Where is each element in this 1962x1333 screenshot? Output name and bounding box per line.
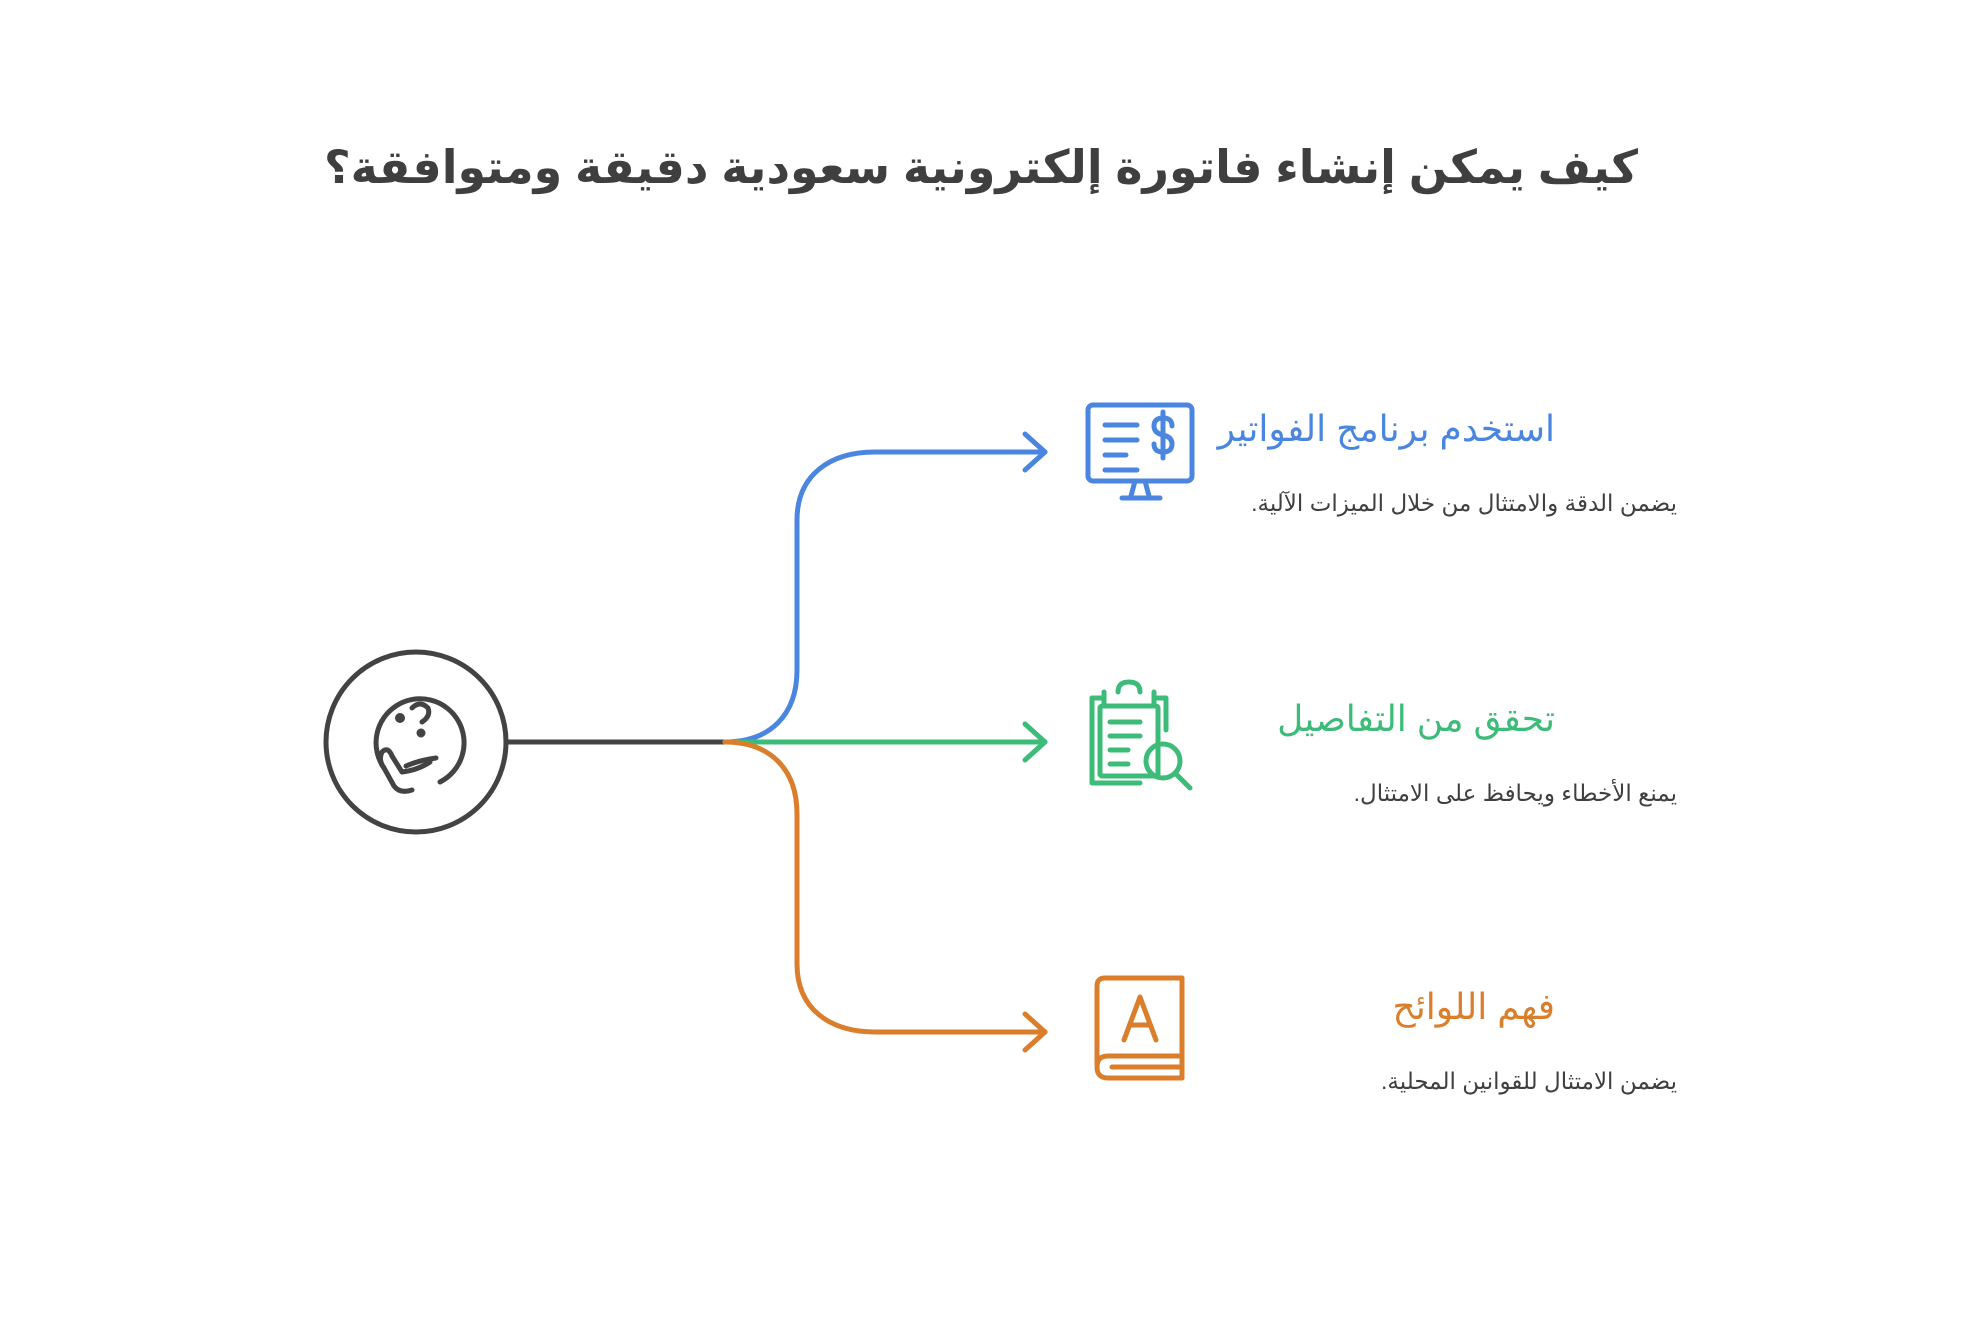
branch-2-description: يمنع الأخطاء ويحافظ على الامتثال. — [1353, 780, 1677, 806]
center-node — [326, 652, 506, 832]
book-letter-icon — [1097, 978, 1182, 1078]
diagram-title: كيف يمكن إنشاء فاتورة إلكترونية سعودية دقيقة ومتوافقة؟ — [323, 141, 1639, 193]
invoice-monitor-icon — [1088, 405, 1192, 498]
branch-1-description: يضمن الدقة والامتثال من خلال الميزات الآلية. — [1251, 490, 1677, 516]
connector-branch-1 — [725, 452, 1045, 742]
connector-branch-3 — [725, 742, 1045, 1032]
clipboard-search-icon — [1092, 682, 1190, 788]
branch-3-heading: فهم اللوائح — [1392, 986, 1555, 1027]
branch-2-heading: تحقق من التفاصيل — [1277, 698, 1555, 739]
branch-3-description: يضمن الامتثال للقوانين المحلية. — [1381, 1068, 1677, 1094]
branch-1-heading: استخدم برنامج الفواتير — [1217, 408, 1555, 449]
